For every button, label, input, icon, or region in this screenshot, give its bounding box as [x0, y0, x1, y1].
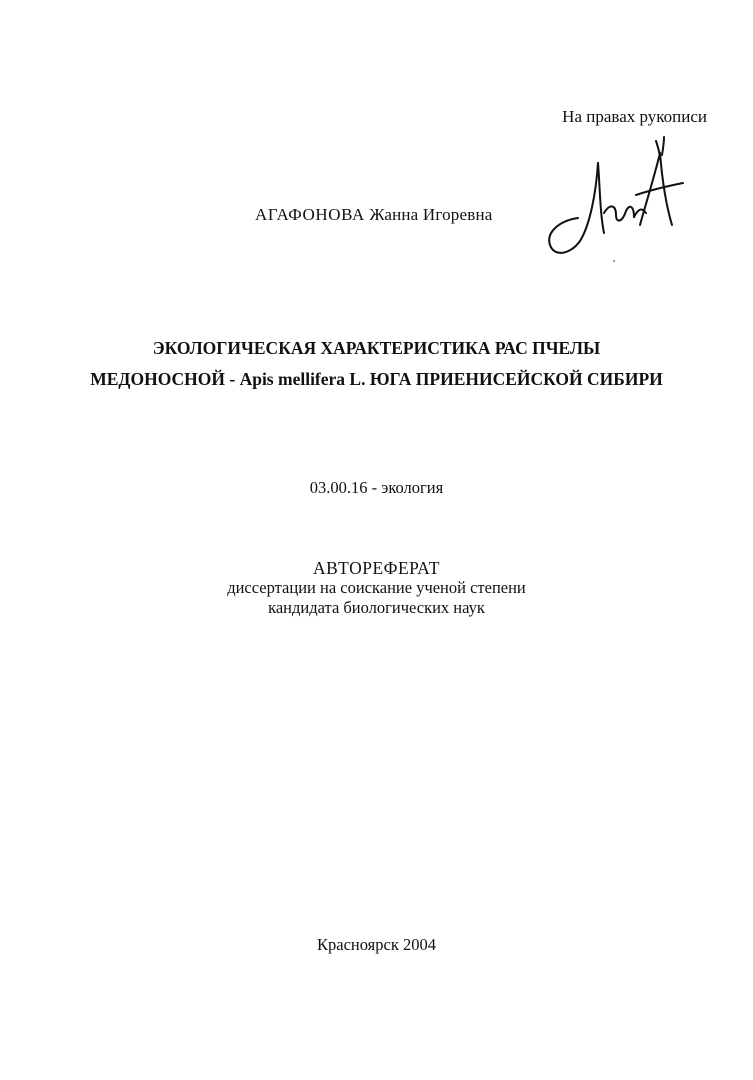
dissertation-title	[0, 333, 753, 395]
title-line-2-part-2: ЮГА ПРИЕНИСЕЙСКОЙ СИБИРИ	[369, 369, 663, 389]
author-given-names: Жанна Игоревна	[369, 205, 493, 224]
title-line-1: ЭКОЛОГИЧЕСКАЯ ХАРАКТЕРИСТИКА РАС ПЧЕЛЫ	[152, 338, 601, 358]
title-latin-species: Apis mellifera L.	[239, 369, 366, 389]
abstract-block	[0, 558, 753, 618]
abstract-heading: АВТОРЕФЕРАТ	[313, 558, 440, 578]
specialty-code: 03.00.16 - экология	[309, 478, 444, 497]
author-name	[255, 205, 493, 225]
title-line-2-part-1: МЕДОНОСНОЙ -	[90, 369, 236, 389]
abstract-line-1: диссертации на соискание ученой степени	[227, 578, 526, 597]
author-surname: АГАФОНОВА	[255, 205, 365, 224]
title-line-2	[0, 364, 753, 395]
manuscript-rights-note: На правах рукописи	[562, 107, 707, 126]
abstract-line-2: кандидата биологических наук	[268, 598, 485, 617]
city-year: Красноярск 2004	[317, 935, 436, 954]
handwritten-signature	[538, 133, 688, 268]
